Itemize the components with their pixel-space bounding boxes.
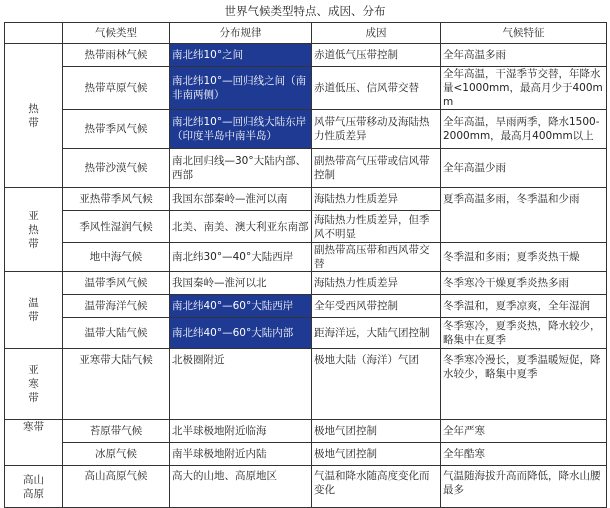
cause-cell: 全年受西风带控制 <box>312 295 441 318</box>
climate-type-cell: 季风性湿润气候 <box>63 211 170 243</box>
climate-type-cell: 苔原带气候 <box>63 420 170 443</box>
climate-type-cell: 高山高原气候 <box>63 466 170 508</box>
climate-type-cell: 热带雨林气候 <box>63 44 170 67</box>
distribution-cell: 南北纬10°—回归线之间（南非南两侧） <box>170 67 312 110</box>
cause-cell: 极地气团控制 <box>312 443 441 466</box>
table-row <box>5 443 607 466</box>
feature-cell: 冬季寒冷漫长，夏季温暖短促，降水较少，略集中夏季 <box>441 349 607 420</box>
feature-cell: 全年高温多雨 <box>441 44 607 67</box>
zone-tropical: 热 带 <box>5 44 63 188</box>
climate-type-cell: 地中海气候 <box>63 243 170 272</box>
cause-cell: 距海洋远，大陆气团控制 <box>312 318 441 349</box>
table-row <box>5 295 607 318</box>
cause-cell: 副热带高压带和西风带交替 <box>312 243 441 272</box>
distribution-cell: 北美、南美、澳大利亚东南部 <box>170 211 312 243</box>
zone-subarctic: 亚 寒 带 <box>5 349 63 420</box>
climate-type-cell: 温带季风气候 <box>63 272 170 295</box>
zone-temperate: 温 带 <box>5 272 63 349</box>
cause-cell: 风带气压带移动及海陆热力性质差异 <box>312 110 441 149</box>
header-climate-type: 气候类型 <box>63 23 170 44</box>
distribution-cell: 我国秦岭—淮河以北 <box>170 272 312 295</box>
zone-subtropical: 亚 热 带 <box>5 188 63 272</box>
header-distribution: 分布规律 <box>170 23 312 44</box>
climate-type-cell: 热带草原气候 <box>63 67 170 110</box>
cause-cell: 气温和降水随高度变化而变化 <box>312 466 441 508</box>
climate-table <box>4 22 607 508</box>
climate-type-cell: 温带海洋气候 <box>63 295 170 318</box>
feature-cell: 冬季温和，夏季凉爽，全年湿润 <box>441 295 607 318</box>
table-row <box>5 318 607 349</box>
table-row <box>5 243 607 272</box>
header-feature: 气候特征 <box>441 23 607 44</box>
cause-cell: 极地气团控制 <box>312 420 441 443</box>
page-title: 世界气候类型特点、成因、分布 <box>224 4 386 18</box>
climate-type-cell: 亚热带季风气候 <box>63 188 170 211</box>
distribution-cell: 北极圈附近 <box>170 349 312 420</box>
cause-cell: 副热带高气压带或信风带控制 <box>312 149 441 188</box>
feature-cell: 气温随海拔升高而降低，降水山腰最多 <box>441 466 607 508</box>
distribution-cell: 南北纬40°—60°大陆西岸 <box>170 295 312 318</box>
feature-cell: 夏季高温多雨，冬季温和少雨 <box>441 188 607 243</box>
feature-cell: 冬季温和多雨；夏季炎热干燥 <box>441 243 607 272</box>
table-row <box>5 110 607 149</box>
header-cause: 成因 <box>312 23 441 44</box>
feature-cell: 全年严寒 <box>441 420 607 443</box>
climate-type-cell: 热带季风气候 <box>63 110 170 149</box>
feature-cell: 冬季寒冷，夏季炎热，降水较少，略集中在夏季 <box>441 318 607 349</box>
distribution-cell: 北半球极地附近临海 <box>170 420 312 443</box>
cause-cell: 极地大陆（海洋）气团 <box>312 349 441 420</box>
table-row <box>5 420 607 443</box>
feature-cell: 冬季寒冷干燥夏季炎热多雨 <box>441 272 607 295</box>
distribution-cell: 南半球极地附近内陆 <box>170 443 312 466</box>
table-row <box>5 149 607 188</box>
climate-type-cell: 冰原气候 <box>63 443 170 466</box>
zone-polar: 寒带 <box>5 420 63 466</box>
table-row <box>5 466 607 508</box>
zone-highland: 高山 高原 <box>5 466 63 508</box>
table-row <box>5 67 607 110</box>
table-row <box>5 188 607 211</box>
distribution-cell: 南北纬40°—60°大陆内部 <box>170 318 312 349</box>
distribution-cell: 南北纬30°—40°大陆西岸 <box>170 243 312 272</box>
climate-type-cell: 亚寒带大陆气候 <box>63 349 170 420</box>
distribution-cell: 高大的山地、高原地区 <box>170 466 312 508</box>
feature-cell: 全年酷寒 <box>441 443 607 466</box>
cause-cell: 赤道低压、信风带交替 <box>312 67 441 110</box>
cause-cell: 海陆热力性质差异 <box>312 272 441 295</box>
distribution-cell: 南北回归线—30°大陆内部、西部 <box>170 149 312 188</box>
cause-cell: 海陆热力性质差异 <box>312 188 441 211</box>
cause-cell: 海陆热力性质差异，但季风不明显 <box>312 211 441 243</box>
feature-cell: 全年高温少雨 <box>441 149 607 188</box>
feature-cell: 全年高温，旱雨两季，降水1500-2000mm，最高月400mm以上 <box>441 110 607 149</box>
feature-cell: 全年高温，干湿季节交替，年降水量<1000mm，最高月少于400mm <box>441 67 607 110</box>
distribution-cell: 南北纬10°—回归线大陆东岸（印度半岛中南半岛） <box>170 110 312 149</box>
table-row <box>5 272 607 295</box>
distribution-cell: 南北纬10°之间 <box>170 44 312 67</box>
header-zone <box>5 23 63 44</box>
cause-cell: 赤道低气压带控制 <box>312 44 441 67</box>
table-row <box>5 44 607 67</box>
distribution-cell: 我国东部秦岭—淮河以南 <box>170 188 312 211</box>
table-row <box>5 349 607 420</box>
header-row <box>5 23 607 44</box>
climate-type-cell: 热带沙漠气候 <box>63 149 170 188</box>
climate-type-cell: 温带大陆气候 <box>63 318 170 349</box>
